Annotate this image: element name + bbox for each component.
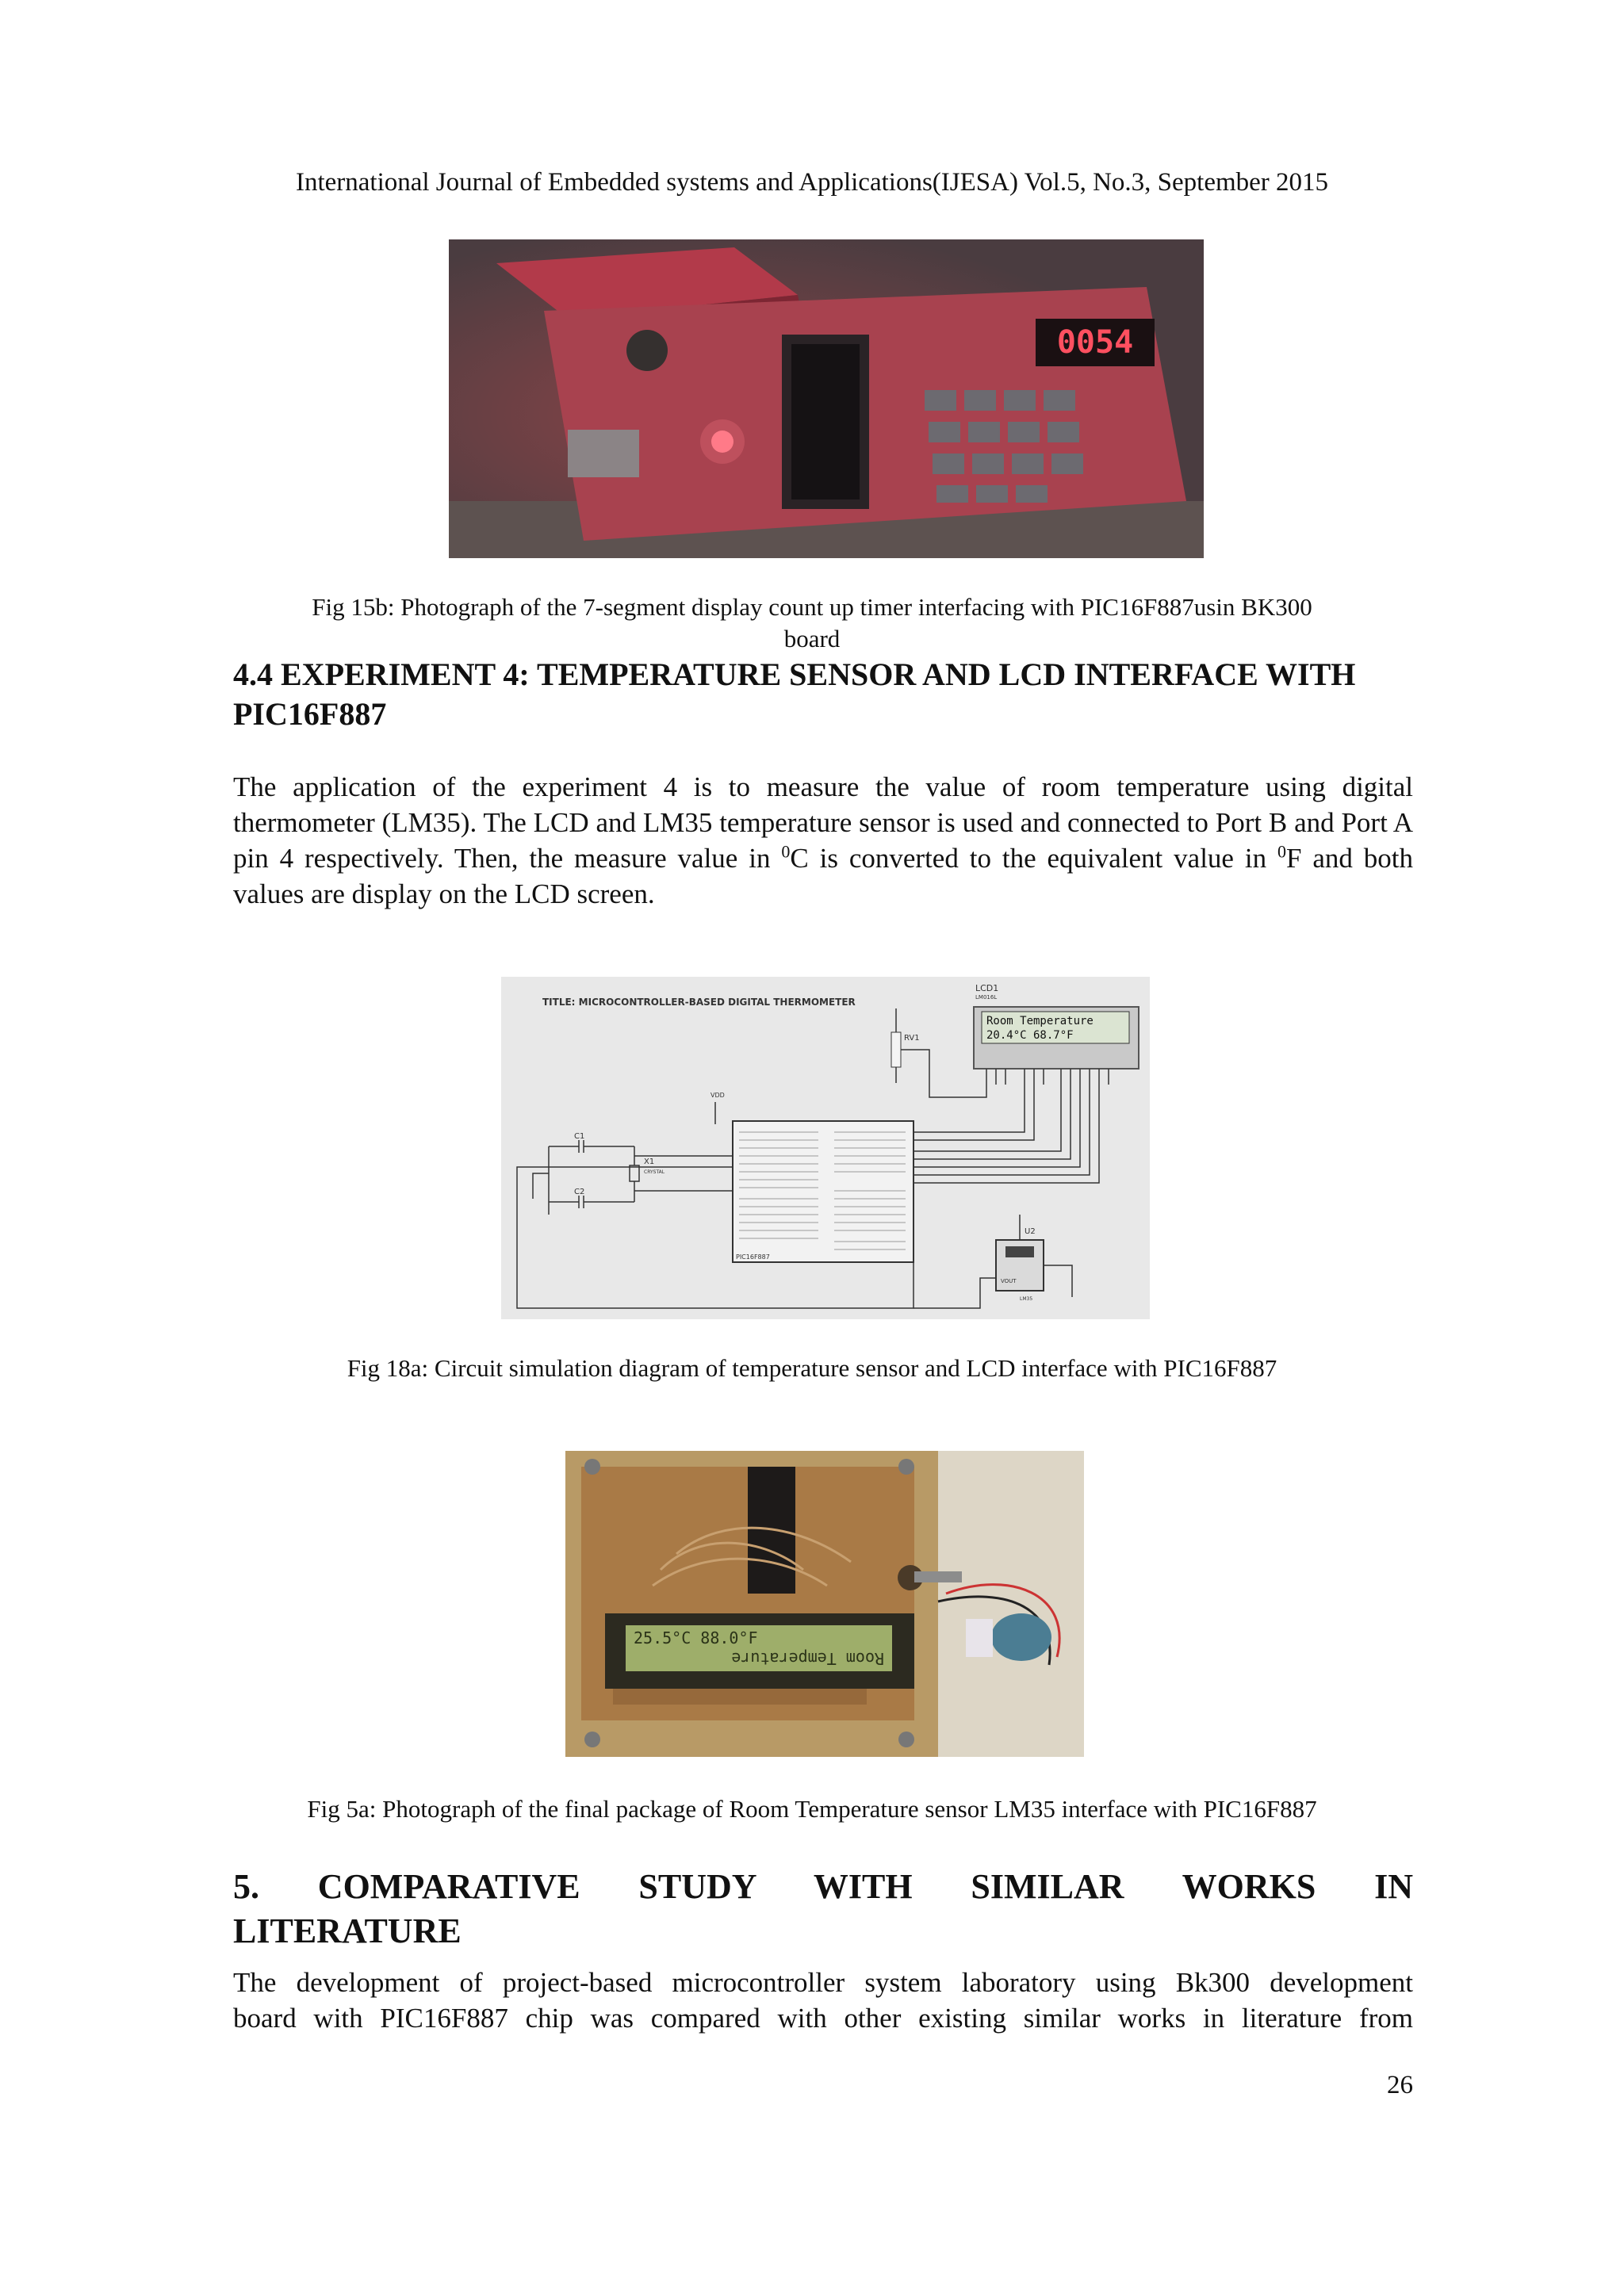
section-5-heading [233, 1865, 1413, 1954]
figure-15b-photo [449, 239, 1204, 558]
final-package-photo [565, 1451, 1084, 1757]
rv1-label: RV1 [904, 1034, 920, 1043]
circuit-schematic [501, 977, 1150, 1319]
mcu-label: PIC16F887 [736, 1253, 770, 1261]
degree-superscript-1: 0 [781, 841, 791, 862]
figure-15b-caption-line2: board [783, 625, 841, 652]
lcd-line2: 20.4°C 68.7°F [986, 1029, 1074, 1042]
section-4-4-heading-line2: PIC16F887 [233, 696, 387, 732]
u2-label: U2 [1025, 1227, 1036, 1236]
section-5-paragraph [233, 1965, 1413, 2036]
section-4-4-heading-line1: 4.4 EXPERIMENT 4: TEMPERATURE SENSOR AND LCD INTERFACE WITH [233, 656, 1356, 692]
figure-5a-caption: Fig 5a: Photograph of the final package of Room Temperature sensor LM35 interface with PIC16F887 [307, 1795, 1317, 1823]
para-part-a: The application of the experiment 4 is to measure the value of room temperature using digital thermometer (LM35). The LCD and LM35 temperature sensor is used and connected to Port B and Port A pin 4 respectively. Then, the measure value in [233, 771, 1413, 874]
para-part-b: C is converted to the equivalent value in [790, 843, 1277, 874]
section-5-heading-line2: LITERATURE [233, 1911, 462, 1950]
figure-15b-caption [238, 591, 1386, 655]
lcd-photo-line1: 25.5°C 88.0°F [634, 1628, 758, 1647]
crystal-label: CRYSTAL [644, 1169, 665, 1175]
section-5-paragraph-line2: board with PIC16F887 chip was compared with other existing similar works in literature from [233, 2003, 1413, 2034]
lcd-photo-line2: Room Temperature [731, 1649, 884, 1668]
lm35-label: LM35 [1020, 1296, 1033, 1302]
figure-5a-photo [565, 1451, 1084, 1757]
vdd-label: VDD [710, 1092, 725, 1099]
figure-18a-circuit [501, 977, 1150, 1319]
section-5-heading-line1: 5. COMPARATIVE STUDY WITH SIMILAR WORKS IN [233, 1867, 1413, 1906]
schematic-title: TITLE: MICROCONTROLLER-BASED DIGITAL THERMOMETER [542, 997, 856, 1008]
seven-segment-digits: 0054 [1056, 324, 1134, 361]
degree-superscript-2: 0 [1277, 841, 1286, 862]
section-4-4-paragraph [233, 769, 1413, 912]
section-4-4-heading [233, 655, 1413, 734]
vout-label: VOUT [1001, 1278, 1017, 1284]
x1-label: X1 [644, 1158, 655, 1166]
page-number: 26 [1387, 2071, 1413, 2099]
c1-label: C1 [574, 1132, 585, 1141]
figure-15b-caption-line1: Fig 15b: Photograph of the 7-segment display count up timer interfacing with PIC16F887usin BK300 [312, 593, 1312, 621]
journal-header: International Journal of Embedded systems and Applications(IJESA) Vol.5, No.3, September 2015 [295, 168, 1329, 197]
lcd-label: LCD1 [975, 983, 999, 993]
lcd-model-label: LM016L [975, 994, 998, 1001]
para-part-c: F and both values are display on the LCD screen. [233, 843, 1413, 909]
section-5-paragraph-line1: The development of project-based microcontroller system laboratory using Bk300 development [233, 1967, 1413, 1998]
lcd-line1: Room Temperature [986, 1015, 1094, 1027]
c2-label: C2 [574, 1188, 585, 1196]
dev-board-photo [449, 239, 1204, 558]
figure-18a-caption: Fig 18a: Circuit simulation diagram of temperature sensor and LCD interface with PIC16F887 [347, 1354, 1277, 1382]
